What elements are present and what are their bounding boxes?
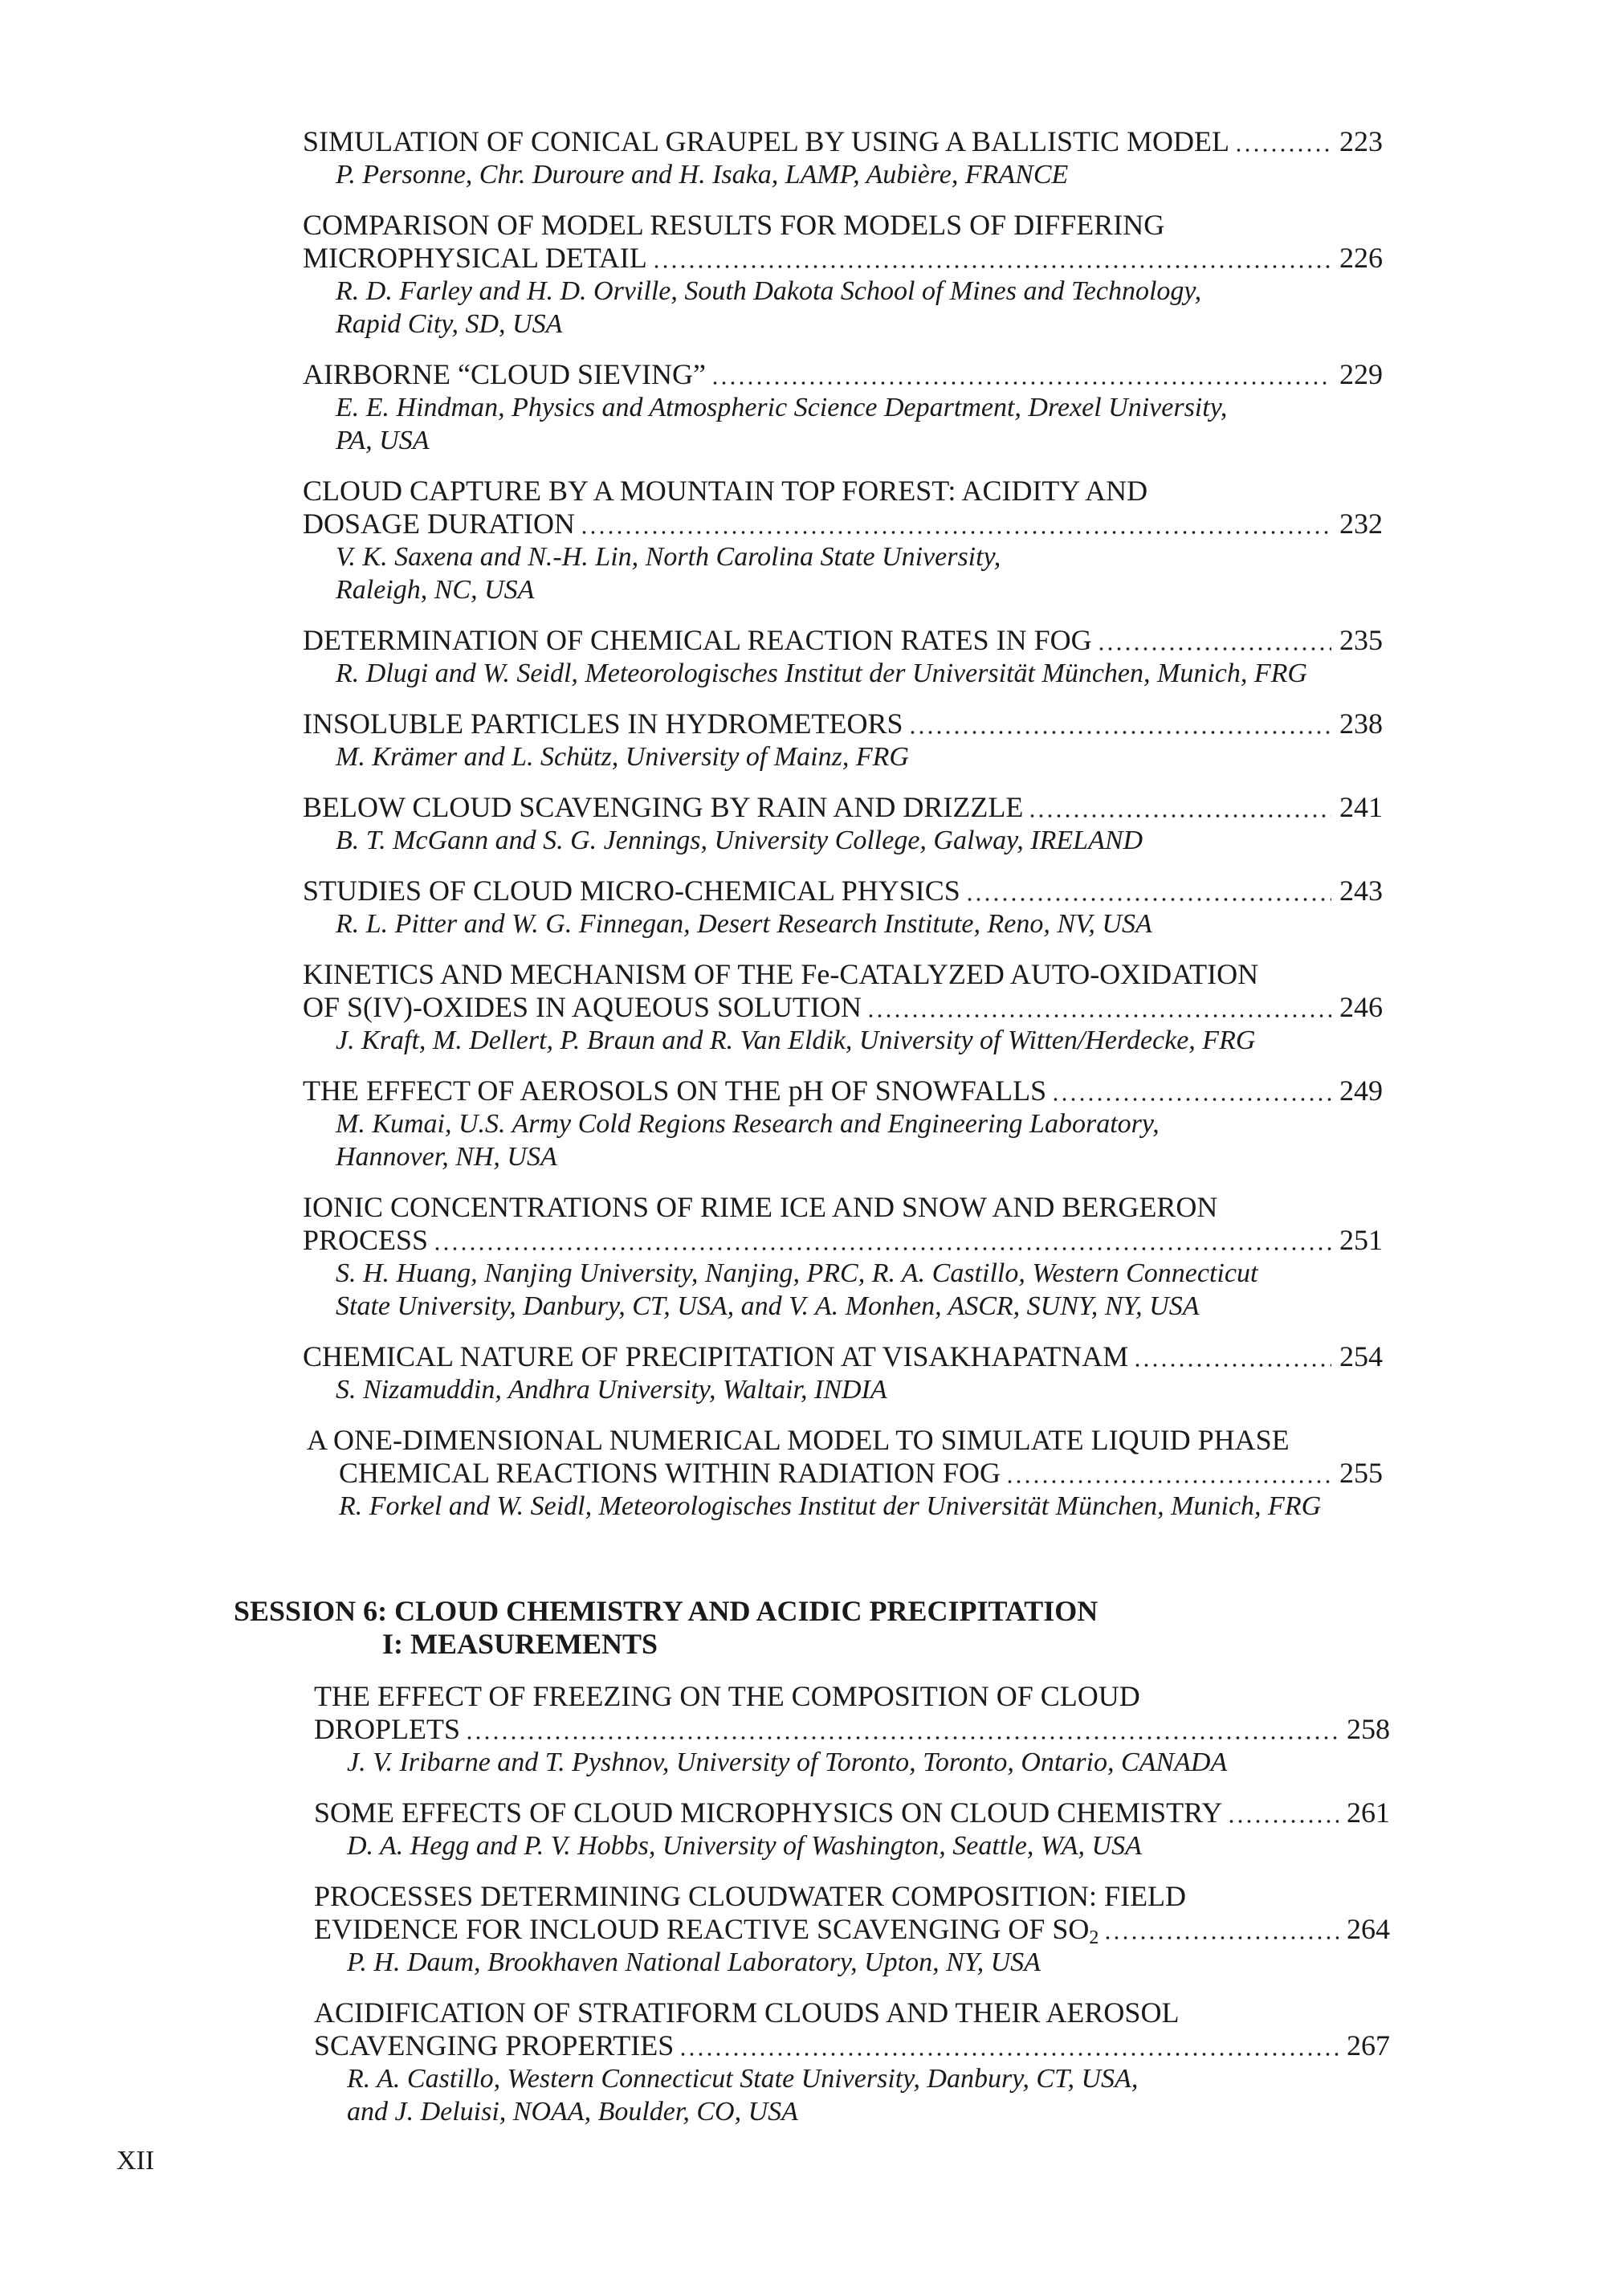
entry-title: DETERMINATION OF CHEMICAL REACTION RATES IN FOG <box>303 624 1092 656</box>
entry-page-number: 254 <box>1339 1340 1383 1372</box>
session-title: SESSION 6: CLOUD CHEMISTRY AND ACIDIC PRECIPITATION <box>234 1595 1099 1627</box>
entry-authors: R. D. Farley and H. D. Orville, South Dakota School of Mines and Technology, <box>336 276 1202 306</box>
entry-title-line: CLOUD CAPTURE BY A MOUNTAIN TOP FOREST: ACIDITY AND <box>303 475 1148 507</box>
page-folio: XII <box>116 2146 155 2176</box>
toc-entry <box>314 1796 1390 1862</box>
entry-title: CHEMICAL NATURE OF PRECIPITATION AT VISAKHAPATNAM <box>303 1340 1129 1372</box>
entry-page-number: 255 <box>1339 1457 1383 1489</box>
entry-authors: State University, Danbury, CT, USA, and V. A. Monhen, ASCR, SUNY, NY, USA <box>336 1291 1200 1321</box>
entry-title: AIRBORNE “CLOUD SIEVING” <box>303 358 706 390</box>
entry-page-number: 232 <box>1339 508 1383 540</box>
entry-authors: P. Personne, Chr. Duroure and H. Isaka, LAMP, Aubière, FRANCE <box>336 160 1069 190</box>
toc-entry <box>303 791 1383 857</box>
entry-title: SCAVENGING PROPERTIES <box>314 2029 675 2062</box>
dot-leader <box>1028 791 1331 824</box>
entry-page-number: 243 <box>1339 875 1383 907</box>
entry-authors: B. T. McGann and S. G. Jennings, University College, Galway, IRELAND <box>336 826 1143 855</box>
toc-entry <box>303 209 1383 341</box>
entry-authors: PA, USA <box>336 426 430 455</box>
entry-authors: J. V. Iribarne and T. Pyshnov, University of Toronto, Toronto, Ontario, CANADA <box>347 1747 1228 1777</box>
entry-title-line <box>303 242 1383 275</box>
dot-leader <box>580 508 1331 540</box>
entry-title: THE EFFECT OF AEROSOLS ON THE pH OF SNOWFALLS <box>303 1075 1047 1107</box>
entry-authors: Hannover, NH, USA <box>336 1142 557 1172</box>
dot-leader <box>908 708 1331 740</box>
entry-page-number: 241 <box>1339 791 1383 823</box>
toc-entry <box>314 1880 1390 1979</box>
entry-title-line: KINETICS AND MECHANISM OF THE Fe-CATALYZED AUTO-OXIDATION <box>303 958 1259 990</box>
toc-entry <box>303 624 1383 690</box>
toc-entry <box>303 958 1383 1057</box>
dot-leader <box>711 358 1331 391</box>
dot-leader <box>652 242 1331 275</box>
toc-entry <box>303 358 1383 457</box>
dot-leader <box>433 1224 1331 1257</box>
entry-authors: S. H. Huang, Nanjing University, Nanjing, PRC, R. A. Castillo, Western Connecticut <box>336 1258 1258 1288</box>
entry-title-line <box>303 624 1383 657</box>
entry-title: DOSAGE DURATION <box>303 508 575 540</box>
dot-leader <box>1051 1075 1331 1107</box>
entry-title: BELOW CLOUD SCAVENGING BY RAIN AND DRIZZLE <box>303 791 1024 823</box>
entry-title-line: IONIC CONCENTRATIONS OF RIME ICE AND SNOW AND BERGERON <box>303 1191 1218 1223</box>
entry-page-number: 223 <box>1339 125 1383 157</box>
session-heading <box>234 1595 1197 1661</box>
session-subtitle: I: MEASUREMENTS <box>382 1628 658 1660</box>
entry-authors: Raleigh, NC, USA <box>336 575 535 605</box>
dot-leader <box>1097 624 1331 657</box>
entry-title: PROCESS <box>303 1224 429 1256</box>
entry-authors: R. L. Pitter and W. G. Finnegan, Desert Research Institute, Reno, NV, USA <box>336 909 1152 939</box>
chemical-subscript: 2 <box>1089 1927 1099 1948</box>
entry-title-line <box>303 791 1383 824</box>
entry-title: STUDIES OF CLOUD MICRO-CHEMICAL PHYSICS <box>303 875 960 907</box>
entry-page-number: 264 <box>1347 1913 1390 1945</box>
toc-entry <box>303 875 1383 940</box>
entry-page-number: 229 <box>1339 358 1383 390</box>
dot-leader <box>1234 125 1331 158</box>
entry-title-line <box>303 1224 1383 1257</box>
entry-authors: V. K. Saxena and N.-H. Lin, North Carolina State University, <box>336 542 1001 572</box>
entry-authors: D. A. Hegg and P. V. Hobbs, University of Washington, Seattle, WA, USA <box>347 1831 1142 1861</box>
toc-entry <box>303 708 1383 773</box>
entry-page-number: 261 <box>1347 1796 1390 1829</box>
toc-entry <box>303 475 1383 606</box>
entry-title-line <box>303 1075 1383 1107</box>
toc-entry <box>303 1424 1383 1523</box>
entry-title: CHEMICAL REACTIONS WITHIN RADIATION FOG <box>339 1457 1001 1489</box>
entry-title-line <box>303 991 1383 1024</box>
entry-authors: and J. Deluisi, NOAA, Boulder, CO, USA <box>347 2097 798 2127</box>
entry-title-line <box>303 125 1383 158</box>
entry-title-line <box>303 875 1383 907</box>
entry-authors: E. E. Hindman, Physics and Atmospheric Science Department, Drexel University, <box>336 393 1228 422</box>
entry-authors: J. Kraft, M. Dellert, P. Braun and R. Van Eldik, University of Witten/Herdecke, FRG <box>336 1026 1256 1055</box>
session-contents-list <box>314 1680 1390 2128</box>
entry-title-line: COMPARISON OF MODEL RESULTS FOR MODELS OF DIFFERING <box>303 209 1165 241</box>
toc-entry <box>314 1680 1390 1779</box>
entry-title <box>314 1913 1099 1946</box>
entry-page-number: 238 <box>1339 708 1383 740</box>
toc-entry <box>303 125 1383 191</box>
entry-title-line <box>314 1913 1390 1946</box>
toc-entry <box>303 1191 1383 1323</box>
entry-title-line <box>303 1457 1383 1490</box>
entry-authors: P. H. Daum, Brookhaven National Laboratory, Upton, NY, USA <box>347 1947 1041 1977</box>
entry-title-line <box>303 508 1383 540</box>
entry-title-line <box>314 1796 1390 1829</box>
entry-authors: R. Dlugi and W. Seidl, Meteorologisches Institut der Universität München, Munich, FRG <box>336 659 1307 688</box>
dot-leader <box>1227 1796 1339 1829</box>
entry-title-line: A ONE-DIMENSIONAL NUMERICAL MODEL TO SIMULATE LIQUID PHASE <box>307 1424 1290 1456</box>
dot-leader <box>965 875 1331 907</box>
entry-authors: S. Nizamuddin, Andhra University, Waltair, INDIA <box>336 1375 887 1405</box>
entry-authors: Rapid City, SD, USA <box>336 309 563 339</box>
entry-authors: M. Kumai, U.S. Army Cold Regions Research and Engineering Laboratory, <box>336 1109 1160 1139</box>
entry-title: INSOLUBLE PARTICLES IN HYDROMETEORS <box>303 708 903 740</box>
entry-title: SIMULATION OF CONICAL GRAUPEL BY USING A BALLISTIC MODEL <box>303 125 1230 157</box>
dot-leader <box>679 2029 1339 2062</box>
toc-entry <box>314 1996 1390 2128</box>
entry-page-number: 226 <box>1339 242 1383 274</box>
entry-authors: R. Forkel and W. Seidl, Meteorologisches Institut der Universität München, Munich, FRG <box>339 1491 1322 1521</box>
entry-page-number: 249 <box>1339 1075 1383 1107</box>
entry-title-line <box>314 1713 1390 1746</box>
entry-authors: R. A. Castillo, Western Connecticut State University, Danbury, CT, USA, <box>347 2064 1139 2094</box>
entry-title-line <box>314 2029 1390 2062</box>
toc-entry <box>303 1340 1383 1406</box>
entry-title: SOME EFFECTS OF CLOUD MICROPHYSICS ON CLOUD CHEMISTRY <box>314 1796 1223 1829</box>
entry-page-number: 267 <box>1347 2029 1390 2062</box>
dot-leader <box>866 991 1331 1024</box>
entry-title: MICROPHYSICAL DETAIL <box>303 242 647 274</box>
toc-entry <box>303 1075 1383 1173</box>
entry-title-line <box>303 358 1383 391</box>
entry-title-line <box>303 708 1383 740</box>
contents-list <box>303 125 1383 1523</box>
entry-title-line: ACIDIFICATION OF STRATIFORM CLOUDS AND THEIR AEROSOL <box>314 1996 1180 2029</box>
entry-title: OF S(IV)-OXIDES IN AQUEOUS SOLUTION <box>303 991 862 1023</box>
entry-page-number: 246 <box>1339 991 1383 1023</box>
dot-leader <box>465 1713 1339 1746</box>
entry-page-number: 251 <box>1339 1224 1383 1256</box>
entry-title-text: EVIDENCE FOR INCLOUD REACTIVE SCAVENGING OF SO <box>314 1913 1090 1945</box>
entry-title-line: PROCESSES DETERMINING CLOUDWATER COMPOSITION: FIELD <box>314 1880 1187 1912</box>
entry-authors: M. Krämer and L. Schütz, University of Mainz, FRG <box>336 742 909 772</box>
dot-leader <box>1133 1340 1331 1373</box>
entry-page-number: 258 <box>1347 1713 1390 1745</box>
dot-leader <box>1103 1913 1339 1946</box>
entry-title: DROPLETS <box>314 1713 461 1745</box>
entry-page-number: 235 <box>1339 624 1383 656</box>
dot-leader <box>1005 1457 1331 1490</box>
entry-title-line <box>303 1340 1383 1373</box>
entry-title-line: THE EFFECT OF FREEZING ON THE COMPOSITION OF CLOUD <box>314 1680 1140 1712</box>
